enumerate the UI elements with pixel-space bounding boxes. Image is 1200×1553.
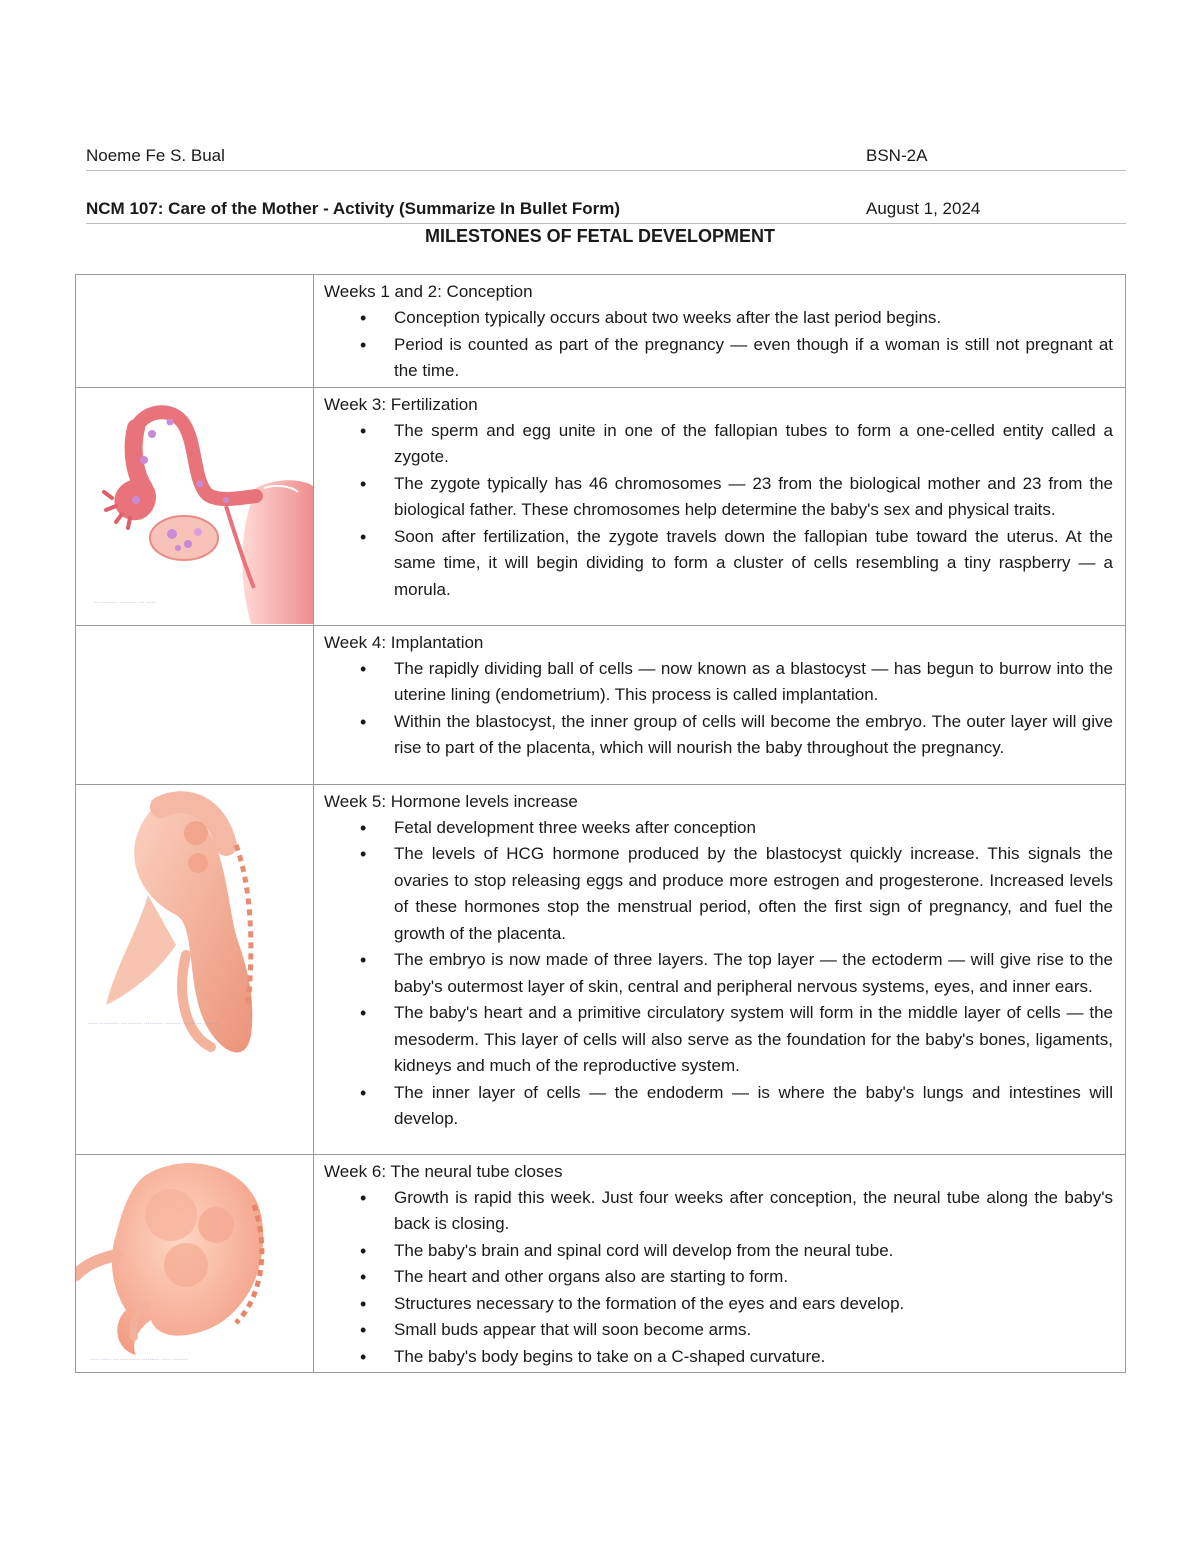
milestone-text-cell (314, 275, 1126, 388)
header-row-student (86, 144, 1126, 171)
list-item: • Within the blastocyst, the inner group of cells will become the embryo. The outer layer will give rise to part of the placenta, which will nourish the baby throughout the pregnancy. (394, 709, 1113, 762)
table-row (76, 1154, 1126, 1373)
bullet-list (324, 418, 1113, 604)
embryo-week5-illustration (76, 785, 313, 1153)
empty-image-cell (76, 625, 314, 784)
list-item: • The levels of HCG hormone produced by the blastocyst quickly increase. This signals the ovaries to stop releasing eggs and produce more estrogen and progesterone. Increased levels of these hormones stop the menstrual period, often the first sign of pregnancy, and fuel the growth of the placenta. (394, 841, 1113, 947)
milestone-text-cell (314, 625, 1126, 784)
list-item: • Period is counted as part of the pregnancy — even though if a woman is still not pregnant at the time. (394, 332, 1113, 385)
image-cell (76, 1154, 314, 1373)
milestone-text-cell (314, 1154, 1126, 1373)
week-heading: Week 5: Hormone levels increase (324, 791, 578, 811)
student-name: Noeme Fe S. Bual (86, 146, 225, 165)
document-header (86, 0, 1126, 218)
table-row (76, 625, 1126, 784)
week-heading: Week 3: Fertilization (324, 394, 478, 414)
student-section: BSN-2A (866, 146, 928, 165)
empty-image-cell (76, 275, 314, 388)
list-item: • Fetal development three weeks after conception (394, 815, 1113, 842)
milestones-table (75, 274, 1126, 1373)
list-item: • The inner layer of cells — the endoderm — is where the baby's lungs and intestines will develop. (394, 1080, 1113, 1133)
image-caption: ◦◦◦◦◦ ◦◦◦◦◦ ◦◦◦ ◦◦◦◦◦◦◦◦◦◦ ◦◦◦◦◦◦◦◦◦ ◦◦◦◦◦ ◦◦◦◦◦◦◦◦ (90, 1356, 189, 1363)
milestone-text-cell (314, 784, 1126, 1154)
week-heading: Week 6: The neural tube closes (324, 1161, 563, 1181)
list-item: • The baby's brain and spinal cord will develop from the neural tube. (394, 1238, 1113, 1265)
table-row (76, 275, 1126, 388)
submission-date: August 1, 2024 (866, 199, 981, 218)
fallopian-tube-illustration (76, 388, 313, 624)
list-item: • Small buds appear that will soon become arms. (394, 1317, 1113, 1344)
list-item: • Soon after fertilization, the zygote travels down the fallopian tube toward the uterus. At the same time, it will begin dividing to form a cluster of cells resembling a tiny raspberry — a morula. (394, 524, 1113, 604)
list-item: • Growth is rapid this week. Just four weeks after conception, the neural tube along the baby's back is closing. (394, 1185, 1113, 1238)
bullet-list (324, 1185, 1113, 1371)
page-title: MILESTONES OF FETAL DEVELOPMENT (424, 226, 776, 246)
week-heading: Week 4: Implantation (324, 632, 484, 652)
list-item: • Structures necessary to the formation of the eyes and ears develop. (394, 1291, 1113, 1318)
image-caption: ◦◦◦◦◦ ◦◦◦◦◦◦◦◦◦◦ ◦◦◦ ◦◦◦◦◦◦◦ ◦◦◦◦◦◦◦◦◦◦ ◦◦◦◦◦◦◦◦ ◦◦◦ ◦◦◦◦◦◦ ◦◦◦◦◦◦◦◦ (88, 1020, 220, 1027)
bullet-list (324, 305, 1113, 385)
header-row-course (86, 197, 1126, 224)
list-item: • Conception typically occurs about two weeks after the last period begins. (394, 305, 1113, 332)
image-caption: ◦◦◦ ◦◦◦◦◦◦◦◦ ◦◦◦◦◦◦◦◦◦ ◦◦◦ ◦◦◦◦◦ (94, 599, 156, 606)
embryo-week6-illustration (76, 1155, 313, 1365)
image-cell (76, 387, 314, 625)
list-item: • The zygote typically has 46 chromosomes — 23 from the biological mother and 23 from the biological father. These chromosomes help determine the baby's sex and physical traits. (394, 471, 1113, 524)
course-title: NCM 107: Care of the Mother - Activity (Summarize In Bullet Form) (86, 199, 620, 218)
list-item: • The rapidly dividing ball of cells — now known as a blastocyst — has begun to burrow into the uterine lining (endometrium). This process is called implantation. (394, 656, 1113, 709)
list-item: • The baby's body begins to take on a C-shaped curvature. (394, 1344, 1113, 1371)
bullet-list (324, 656, 1113, 762)
table-row (76, 387, 1126, 625)
table-row (76, 784, 1126, 1154)
list-item: • The heart and other organs also are starting to form. (394, 1264, 1113, 1291)
week-heading: Weeks 1 and 2: Conception (324, 282, 533, 301)
list-item: • The baby's heart and a primitive circulatory system will form in the middle layer of cells — the mesoderm. This layer of cells will also serve as the foundation for the baby's bones, ligaments, kidneys and much of the reproductive system. (394, 1000, 1113, 1080)
milestone-text-cell (314, 387, 1126, 625)
image-cell (76, 784, 314, 1154)
list-item: • The sperm and egg unite in one of the fallopian tubes to form a one-celled entity called a zygote. (394, 418, 1113, 471)
bullet-list (324, 815, 1113, 1133)
list-item: • The embryo is now made of three layers. The top layer — the ectoderm — will give rise to the baby's outermost layer of skin, central and peripheral nervous systems, eyes, and inner ears. (394, 947, 1113, 1000)
